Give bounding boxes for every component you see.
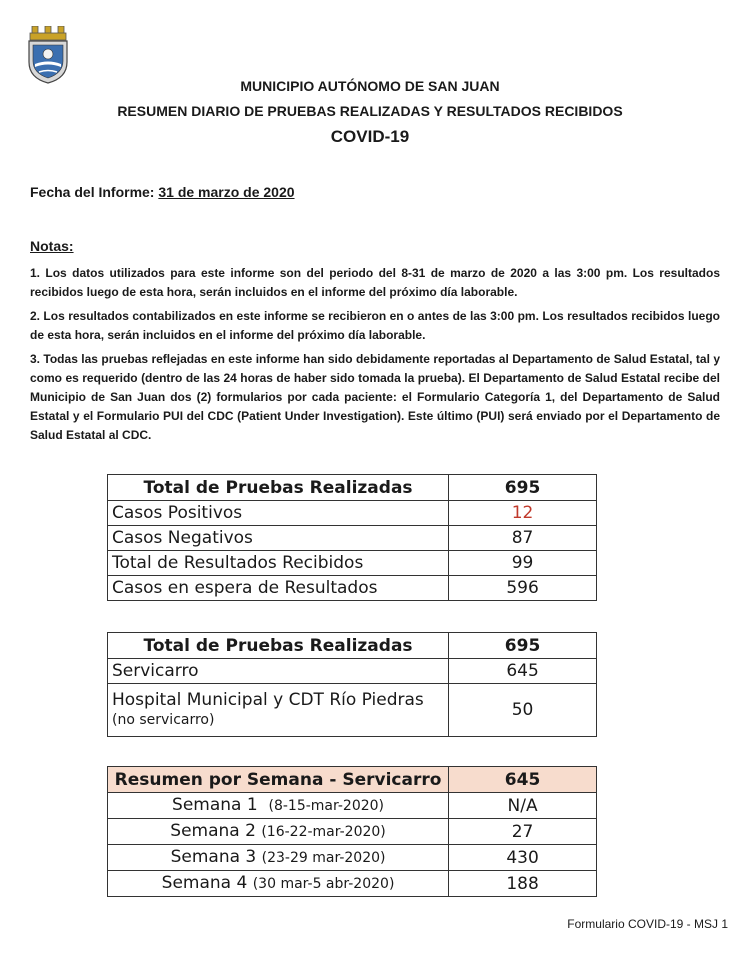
row-value: 430	[449, 845, 597, 871]
table-header-row	[108, 633, 597, 659]
locations-table	[107, 632, 597, 737]
week-name: Semana 4	[161, 873, 248, 893]
row-value: N/A	[449, 793, 597, 819]
header-label: Total de Pruebas Realizadas	[108, 475, 449, 501]
table-row	[108, 659, 597, 684]
row-label	[108, 819, 449, 845]
week-range: (30 mar-5 abr-2020)	[252, 876, 395, 892]
table-row	[108, 576, 597, 601]
row-label: Casos Negativos	[108, 526, 449, 551]
row-value-positive: 12	[449, 501, 597, 526]
report-title: RESUMEN DIARIO DE PRUEBAS REALIZADAS Y RESULTADOS RECIBIDOS	[117, 103, 623, 119]
table-row	[108, 871, 597, 897]
form-footer: Formulario COVID-19 - MSJ 1	[567, 917, 728, 931]
header-value: 695	[449, 633, 597, 659]
municipality-title: MUNICIPIO AUTÓNOMO DE SAN JUAN	[240, 78, 500, 94]
week-name: Semana 3	[170, 847, 257, 867]
week-range: (8-15-mar-2020)	[268, 798, 385, 814]
row-label: Servicarro	[108, 659, 449, 684]
note-item: 1. Los datos utilizados para este informe son del periodo del 8-31 de marzo de 2020 a las 3:00 pm. Los resultados recibidos luego de esta hora, serán incluidos en el informe del próximo día laborable.	[30, 266, 720, 299]
week-range: (16-22-mar-2020)	[261, 824, 386, 840]
row-label: Total de Resultados Recibidos	[108, 551, 449, 576]
hospital-sublabel: (no servicarro)	[112, 712, 215, 728]
table-row	[108, 845, 597, 871]
report-date-label: Fecha del Informe:	[30, 184, 155, 200]
weekly-table	[107, 766, 597, 897]
table-row	[108, 526, 597, 551]
header-value: 645	[449, 767, 597, 793]
row-label	[108, 684, 449, 737]
week-name: Semana 1	[172, 795, 258, 815]
table-row	[108, 501, 597, 526]
row-label: Casos Positivos	[108, 501, 449, 526]
row-value: 645	[449, 659, 597, 684]
table-header-row	[108, 475, 597, 501]
coat-of-arms-icon	[26, 26, 70, 84]
notes-list	[30, 264, 720, 450]
row-value: 27	[449, 819, 597, 845]
report-date-value: 31 de marzo de 2020	[158, 184, 295, 200]
row-value: 188	[449, 871, 597, 897]
row-value: 87	[449, 526, 597, 551]
note-item: 3. Todas las pruebas reflejadas en este informe han sido debidamente reportadas al Departamento de Salud Estatal, tal y como es requerido (dentro de las 24 horas de haber sido tomada la prueba). El Departamento de Salud Estatal recibe del Municipio de San Juan dos (2) formularios por cada paciente: el Formulario Categoría 1, del Departamento de Salud Estatal y el Formulario PUI del CDC (Patient Under Investigation). Este último (PUI) será enviado por el Departamento de Salud Estatal al CDC.	[30, 352, 720, 442]
row-label	[108, 845, 449, 871]
notes-title: Notas:	[30, 238, 74, 254]
row-value: 596	[449, 576, 597, 601]
row-label: Casos en espera de Resultados	[108, 576, 449, 601]
hospital-label: Hospital Municipal y CDT Río Piedras	[112, 690, 424, 710]
table-row	[108, 551, 597, 576]
results-table	[107, 474, 597, 601]
table-header-row	[108, 767, 597, 793]
report-subject: COVID-19	[330, 127, 410, 146]
row-value: 50	[449, 684, 597, 737]
row-label	[108, 871, 449, 897]
row-label	[108, 793, 449, 819]
week-range: (23-29 mar-2020)	[261, 850, 386, 866]
table-row	[108, 793, 597, 819]
row-value: 99	[449, 551, 597, 576]
table-row	[108, 684, 597, 737]
report-date	[30, 184, 295, 200]
header-label: Total de Pruebas Realizadas	[108, 633, 449, 659]
note-item: 2. Los resultados contabilizados en este informe se recibieron en o antes de las 3:00 pm. Los resultados recibidos luego de esta hora, serán incluidos en el informe del próximo día laborable.	[30, 309, 720, 342]
header-value: 695	[449, 475, 597, 501]
header-label: Resumen por Semana - Servicarro	[108, 767, 449, 793]
table-row	[108, 819, 597, 845]
week-name: Semana 2	[170, 821, 256, 841]
